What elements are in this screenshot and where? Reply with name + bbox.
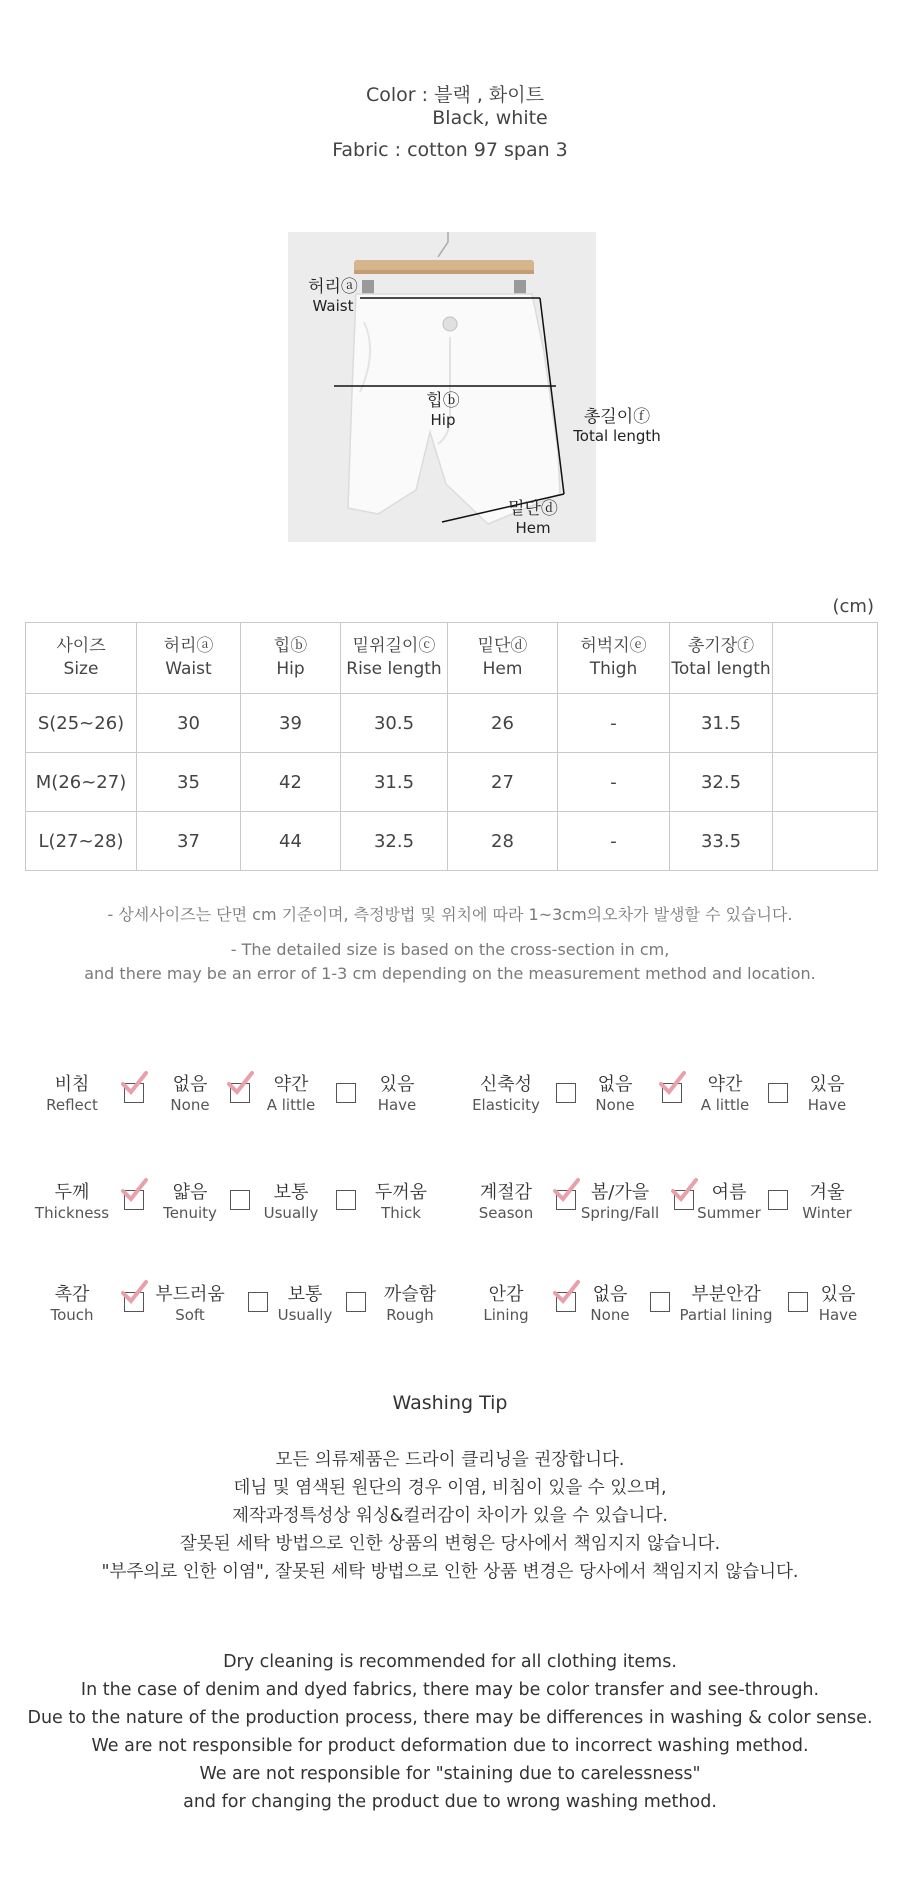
attr-elasticity: 신축성 Elasticity [472,1074,540,1114]
checkbox-elasticity-have[interactable] [768,1083,788,1103]
checkbox-season-winter[interactable] [768,1190,788,1210]
option-reflect-none: 없음 None [170,1074,210,1114]
table-cell: 37 [137,812,241,871]
option-reflect-little: 약간 A little [266,1074,316,1114]
table-cell: 28 [448,812,558,871]
table-cell: 44 [241,812,341,871]
washing-ko-line: 제작과정특성상 워싱&컬러감이 차이가 있을 수 있습니다. [232,1506,668,1526]
color-line: Color : 블랙 , 화이트 [366,84,544,106]
washing-ko-line: "부주의로 인한 이염", 잘못된 세탁 방법으로 인한 상품 변경은 당사에서 책임지지 않습니다. [101,1562,799,1582]
check-lining-none [552,1279,582,1307]
table-row [26,812,878,871]
hip-label: 힙ⓑ Hip [426,391,460,429]
washing-title: Washing Tip [392,1392,508,1414]
table-cell [773,694,878,753]
size-table [25,622,878,871]
option-season-springfall: 봄/가을 Spring/Fall [580,1182,660,1222]
check-touch-soft [120,1279,150,1307]
option-elasticity-none: 없음 None [595,1074,635,1114]
checkbox-thickness-thick[interactable] [336,1190,356,1210]
washing-en-line: Dry cleaning is recommended for all clothing items. [223,1652,677,1672]
option-thickness-thick: 두꺼움 Thick [374,1182,428,1222]
hem-label: 밑단ⓓ Hem [508,499,558,537]
washing-en-line: and for changing the product due to wrong washing method. [183,1792,717,1812]
table-cell: 30 [137,694,241,753]
washing-en-line: In the case of denim and dyed fabrics, there may be color transfer and see-through. [80,1680,820,1700]
washing-ko-line: 모든 의류제품은 드라이 클리닝을 권장합니다. [275,1450,625,1470]
table-cell: 35 [137,753,241,812]
washing-ko-block [0,1446,900,1586]
table-cell: 31.5 [341,753,448,812]
option-reflect-have: 있음 Have [377,1074,417,1114]
table-cell: 42 [241,753,341,812]
table-cell: 31.5 [670,694,773,753]
total-length-label: 총길이ⓕ Total length [573,407,661,445]
header-empty [773,623,878,694]
attr-reflect: 비침 Reflect [46,1074,98,1114]
table-cell: - [558,812,670,871]
washing-en-line: Due to the nature of the production process, there may be differences in washing & color sense. [27,1708,873,1728]
option-season-summer: 여름 Summer [697,1182,761,1222]
table-cell: S(25~26) [26,694,137,753]
table-cell: 26 [448,694,558,753]
table-cell: - [558,694,670,753]
unit-label: (cm) [832,596,874,617]
table-cell: 32.5 [670,753,773,812]
washing-ko-line: 잘못된 세탁 방법으로 인한 상품의 변형은 당사에서 책임지지 않습니다. [179,1534,721,1554]
attr-season: 계절감 Season [478,1182,534,1222]
option-touch-soft: 부드러움 Soft [155,1284,225,1324]
option-lining-none: 없음 None [590,1284,630,1324]
option-touch-rough: 까슬함 Rough [383,1284,437,1324]
note-ko: - 상세사이즈는 단면 cm 기준이며, 측정방법 및 위치에 따라 1~3cm의오차가 발생할 수 있습니다. [107,905,793,924]
header-waist: 허리ⓐ Waist [137,623,241,694]
checkbox-touch-rough[interactable] [346,1292,366,1312]
header-thigh: 허벅지ⓔ Thigh [558,623,670,694]
table-cell: M(26~27) [26,753,137,812]
checkbox-touch-usually[interactable] [248,1292,268,1312]
option-elasticity-have: 있음 Have [807,1074,847,1114]
table-row [26,753,878,812]
header-hem: 밑단ⓓ Hem [448,623,558,694]
washing-en-line: We are not responsible for "staining due to carelessness" [199,1764,701,1784]
check-reflect-little [226,1070,256,1098]
note-en-2: and there may be an error of 1-3 cm depending on the measurement method and location. [84,964,816,983]
option-touch-usually: 보통 Usually [277,1284,333,1324]
fabric-line: Fabric : cotton 97 span 3 [332,139,568,161]
table-cell [773,812,878,871]
option-elasticity-little: 약간 A little [700,1074,750,1114]
table-row [26,694,878,753]
option-season-winter: 겨울 Winter [802,1182,852,1222]
attr-thickness: 두께 Thickness [34,1182,110,1222]
table-cell: 39 [241,694,341,753]
option-lining-partial: 부분안감 Partial lining [679,1284,773,1324]
table-cell: 27 [448,753,558,812]
checkbox-elasticity-none[interactable] [556,1083,576,1103]
table-cell: L(27~28) [26,812,137,871]
option-thickness-tenuity: 얇음 Tenuity [163,1182,217,1222]
table-cell: - [558,753,670,812]
checkbox-lining-partial[interactable] [650,1292,670,1312]
table-cell [773,753,878,812]
washing-en-line: We are not responsible for product deformation due to incorrect washing method. [91,1736,809,1756]
checkbox-lining-have[interactable] [788,1292,808,1312]
attr-touch: 촉감 Touch [50,1284,94,1324]
header-size: 사이즈 Size [26,623,137,694]
check-thickness-tenuity [120,1177,150,1205]
washing-en-block [0,1648,900,1816]
waist-label: 허리ⓐ Waist [308,277,358,315]
option-lining-have: 있음 Have [818,1284,858,1324]
option-thickness-usually: 보통 Usually [263,1182,319,1222]
note-en-1: - The detailed size is based on the cross-section in cm, [230,940,670,959]
checkbox-reflect-have[interactable] [336,1083,356,1103]
header-total-length: 총기장ⓕ Total length [670,623,773,694]
check-elasticity-little [658,1070,688,1098]
check-reflect-none [120,1070,150,1098]
header-hip: 힙ⓑ Hip [241,623,341,694]
table-header-row [26,623,878,694]
color-line-en: Black, white [432,107,548,129]
washing-ko-line: 데님 및 염색된 원단의 경우 이염, 비침이 있을 수 있으며, [233,1478,667,1498]
checkbox-thickness-usually[interactable] [230,1190,250,1210]
header-rise-length: 밑위길이ⓒ Rise length [341,623,448,694]
table-cell: 30.5 [341,694,448,753]
attr-lining: 안감 Lining [483,1284,529,1324]
table-cell: 32.5 [341,812,448,871]
table-cell: 33.5 [670,812,773,871]
